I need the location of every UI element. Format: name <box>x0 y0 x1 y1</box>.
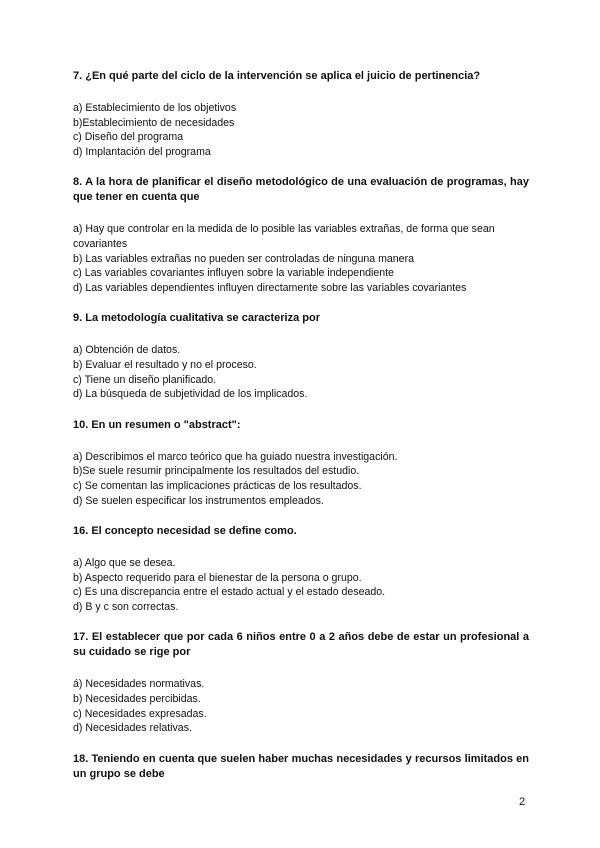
question-title: 17. El establecer que por cada 6 niños entre 0 a 2 años debe de estar un profesional a su cuidado se rige por <box>73 631 529 659</box>
question-10 <box>73 418 529 508</box>
option-b: b)Se suele resumir principalmente los resultados del estudio. <box>73 465 360 478</box>
option-d: d) Implantación del programa <box>73 145 211 158</box>
option-list <box>73 450 529 508</box>
option-list <box>73 222 529 295</box>
option-a: a) Algo que se desea. <box>73 557 176 570</box>
question-title: 9. La metodología cualitativa se caracteriza por <box>73 312 320 325</box>
option-list <box>73 101 529 159</box>
option-d: d) Necesidades relativas. <box>73 722 192 735</box>
option-c: c) Necesidades expresadas. <box>73 707 207 720</box>
option-d: d) La búsqueda de subjetividad de los implicados. <box>73 388 308 401</box>
question-7 <box>73 69 529 159</box>
question-18 <box>73 752 529 782</box>
option-list <box>73 343 529 401</box>
option-d: d) B y c son correctas. <box>73 600 179 613</box>
option-list <box>73 556 529 614</box>
option-a: a) Obtención de datos. <box>73 344 181 357</box>
option-list <box>73 677 529 735</box>
option-d: d) Las variables dependientes influyen directamente sobre las variables covariantes <box>73 281 467 294</box>
question-title: 16. El concepto necesidad se define como. <box>73 525 297 538</box>
option-b: b) Las variables extrañas no pueden ser controladas de ninguna manera <box>73 252 414 265</box>
option-b: b) Necesidades percibidas. <box>73 693 201 706</box>
question-16 <box>73 524 529 614</box>
option-c: c) Se comentan las implicaciones prácticas de los resultados. <box>73 479 362 492</box>
question-9 <box>73 311 529 401</box>
option-a: a) Establecimiento de los objetivos <box>73 102 237 114</box>
option-b: b)Establecimiento de necesidades <box>73 116 235 129</box>
option-b: b) Evaluar el resultado y no el proceso. <box>73 358 257 371</box>
option-b: b) Aspecto requerido para el bienestar de la persona o grupo. <box>73 571 362 584</box>
question-title: 8. A la hora de planificar el diseño metodológico de una evaluación de programas, hay que tener en cuenta que <box>73 176 529 204</box>
question-title: 10. En un resumen o "abstract": <box>73 418 241 431</box>
option-a: a) Hay que controlar en la medida de lo posible las variables extrañas, de forma que sean covariantes <box>73 223 495 250</box>
question-title: 18. Teniendo en cuenta que suelen haber muchas necesidades y recursos limitados en un grupo se debe <box>73 752 529 780</box>
option-c: c) Es una discrepancia entre el estado actual y el estado deseado. <box>73 586 386 599</box>
option-c: c) Las variables covariantes influyen sobre la variable independiente <box>73 267 394 280</box>
option-a: a) Describimos el marco teórico que ha guiado nuestra investigación. <box>73 450 398 463</box>
option-d: d) Se suelen especificar los instrumentos empleados. <box>73 494 324 507</box>
document-page <box>73 69 529 799</box>
question-17 <box>73 630 529 735</box>
option-a: á) Necesidades normativas. <box>73 678 205 691</box>
question-8 <box>73 175 529 295</box>
option-c: c) Tiene un diseño planificado. <box>73 373 217 386</box>
option-c: c) Diseño del programa <box>73 131 184 144</box>
question-title: 7. ¿En qué parte del ciclo de la intervención se aplica el juicio de pertinencia? <box>73 70 481 82</box>
page-number: 2 <box>519 796 526 808</box>
